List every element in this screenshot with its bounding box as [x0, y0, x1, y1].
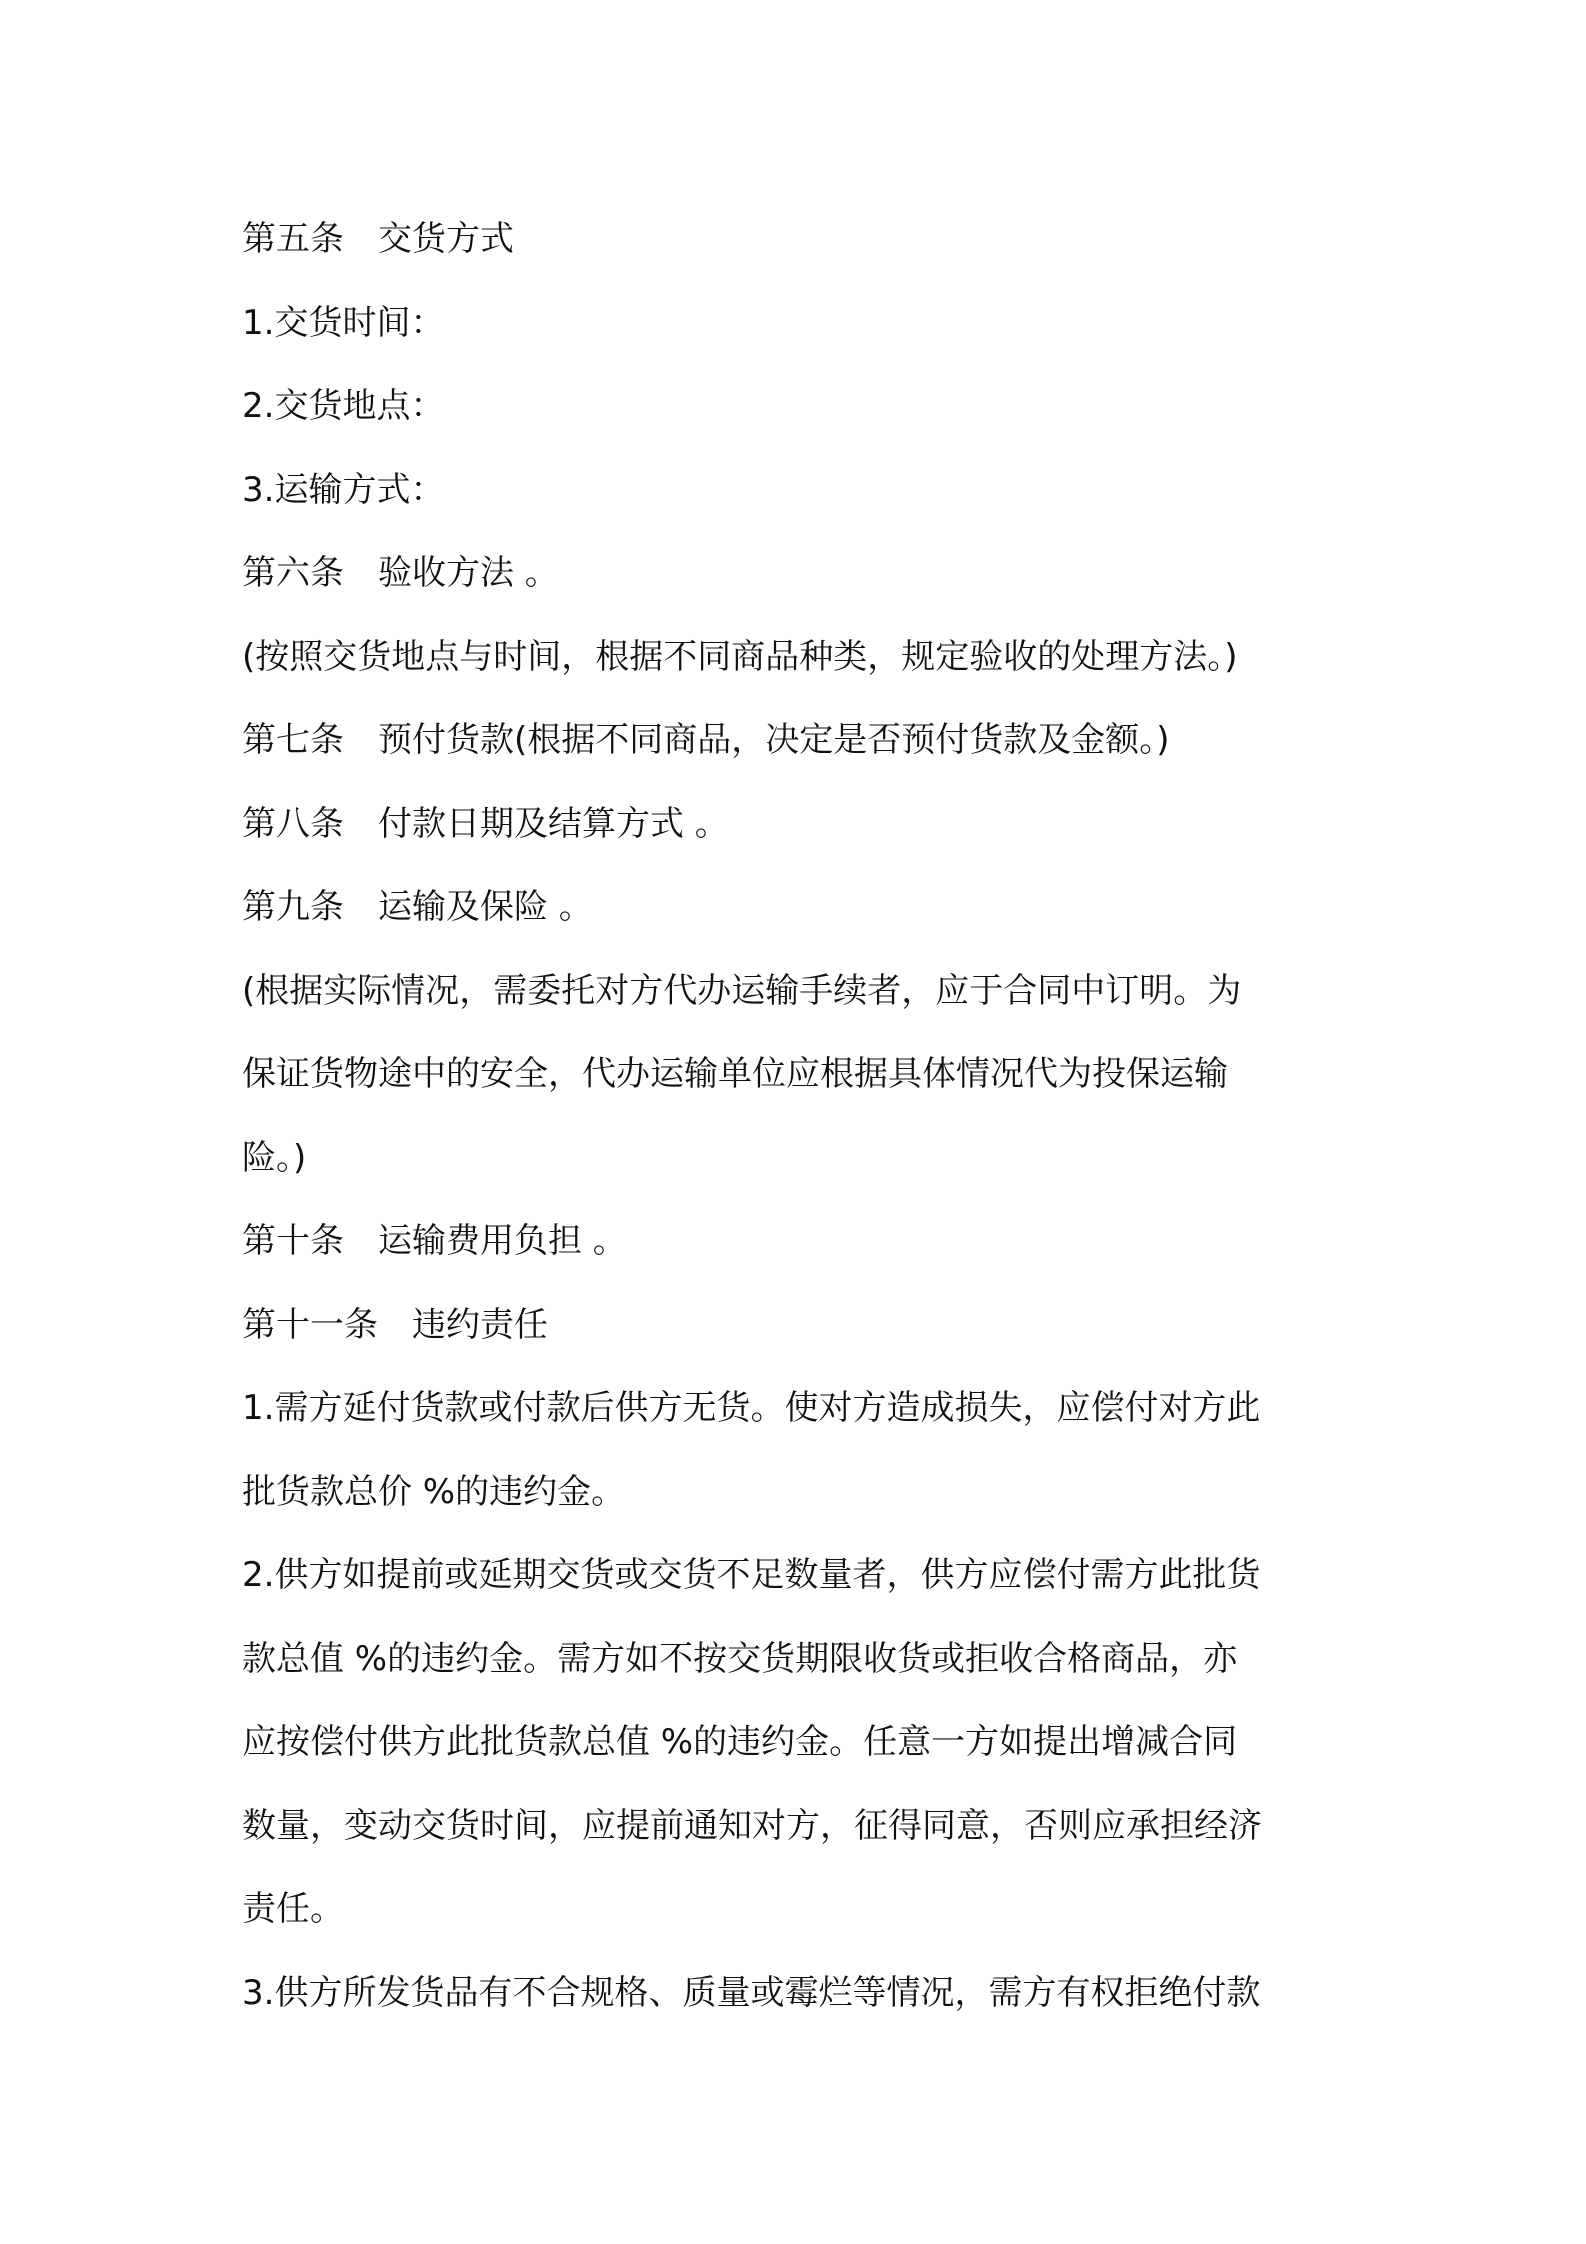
liability-clause-1-line: 1.需方延付货款或付款后供方无货。使对方造成损失，应偿付对方此: [242, 1388, 1261, 1428]
liability-clause-2-line: 数量，变动交货时间，应提前通知对方，征得同意，否则应承担经济: [242, 1805, 1262, 1846]
liability-clause-2-line: 责任。: [242, 1889, 344, 1929]
article-9-note-line: (根据实际情况，需委托对方代办运输手续者，应于合同中订明。为: [242, 970, 1242, 1011]
article-6-heading: 第六条 验收方法 。: [242, 553, 559, 593]
article-9-note-line: 保证货物途中的安全，代办运输单位应根据具体情况代为投保运输: [242, 1054, 1228, 1094]
article-5-heading: 第五条 交货方式: [242, 219, 514, 259]
article-6-note: (按照交货地点与时间，根据不同商品种类，规定验收的处理方法。): [242, 636, 1238, 677]
liability-clause-1-line: 批货款总价 %的违约金。: [242, 1471, 626, 1512]
delivery-time-item: 1.交货时间：: [242, 302, 445, 343]
transport-method-item: 3.运输方式：: [242, 469, 445, 510]
article-9-note-line: 险。): [242, 1137, 307, 1178]
article-10-heading: 第十条 运输费用负担 。: [242, 1221, 627, 1261]
liability-clause-2-line: 款总值 %的违约金。需方如不按交货期限收货或拒收合格商品，亦: [242, 1638, 1238, 1679]
liability-clause-2-line: 2.供方如提前或延期交货或交货不足数量者，供方应偿付需方此批货: [242, 1555, 1261, 1595]
liability-clause-2-line: 应按偿付供方此批货款总值 %的违约金。任意一方如提出增减合同: [242, 1722, 1238, 1762]
article-11-heading: 第十一条 违约责任: [242, 1304, 548, 1345]
article-8-heading: 第八条 付款日期及结算方式 。: [242, 803, 729, 844]
contract-body: [242, 198, 1362, 2035]
delivery-place-item: 2.交货地点：: [242, 386, 445, 426]
article-9-heading: 第九条 运输及保险 。: [242, 887, 593, 927]
liability-clause-3-line: 3.供方所发货品有不合规格、质量或霉烂等情况，需方有权拒绝付款: [242, 1972, 1261, 2013]
article-7-heading: 第七条 预付货款(根据不同商品，决定是否预付货款及金额。): [242, 720, 1170, 760]
